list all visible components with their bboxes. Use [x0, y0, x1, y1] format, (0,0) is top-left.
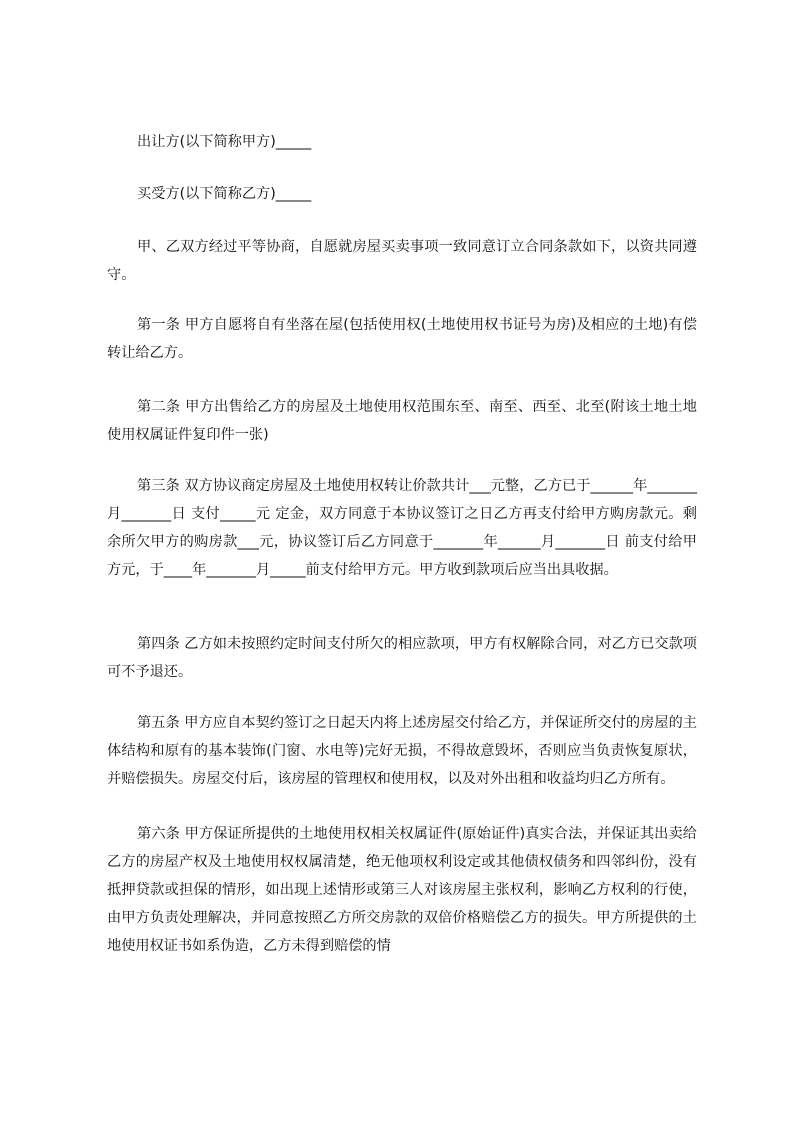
article-5: 第五条 甲方应自本契约签订之日起天内将上述房屋交付给乙方，并保证所交付的房屋的主体结构和原有的基本装饰(门窗、水电等)完好无损，不得故意毁坏，否则应当负责恢复原状，并赔偿损失。房屋交付后，该房屋的管理权和使用权，以及对外出租和收益均归乙方所有。 — [107, 715, 697, 787]
preamble-paragraph: 甲、乙双方经过平等协商，自愿就房屋买卖事项一致同意订立合同条款如下，以资共同遵守。 — [107, 239, 697, 283]
article-3: 第三条 双方协议商定房屋及土地使用权转让价款共计___元整，乙方已于______年_______月_______日 支付_____元 定金，双方同意于本协议签订之日乙方再支付给甲方购房款元。剩余所欠甲方的购房款___元，协议签订后乙方同意于_______年______月_______日 前支付给甲方元，于____年_______月_____前支付给甲方元。甲方收到款项后应当出具收据。 — [107, 478, 697, 578]
article-2: 第二条 甲方出售给乙方的房屋及土地使用权范围东至、南至、西至、北至(附该土地土地使用权属证件复印件一张) — [107, 399, 697, 443]
party-b-line: 买受方(以下简称乙方)_____ — [137, 186, 312, 202]
article-1: 第一条 甲方自愿将自有坐落在屋(包括使用权(土地使用权书证号为房)及相应的土地)有偿转让给乙方。 — [107, 317, 697, 361]
article-4: 第四条 乙方如未按照约定时间支付所欠的相应款项，甲方有权解除合同，对乙方已交款项可不予退还。 — [107, 636, 697, 680]
party-a-line: 出让方(以下简称甲方)_____ — [137, 134, 312, 150]
article-6: 第六条 甲方保证所提供的土地使用权相关权属证件(原始证件)真实合法，并保证其出卖给乙方的房屋产权及土地使用权权属清楚，绝无他项权利设定或其他债权债务和四邻纠份，没有抵押贷款或担保的情形，如出现上述情形或第三人对该房屋主张权利，影响乙方权利的行使，由甲方负责处理解决，并同意按照乙方所交房款的双倍价格赔偿乙方的损失。甲方所提供的土地使用权证书如系伪造，乙方未得到赔偿的情 — [107, 826, 697, 954]
